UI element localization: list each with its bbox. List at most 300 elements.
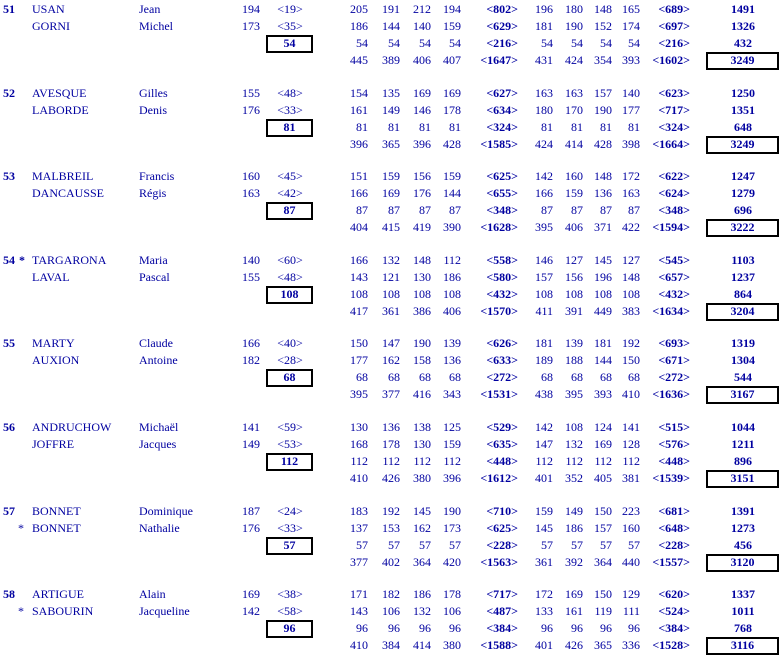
player-surname: GORNI (32, 19, 70, 33)
team-game-sum: 414 (565, 136, 583, 151)
series2-subtotal: <717> (658, 102, 690, 117)
player-firstname: Francis (139, 169, 175, 184)
game-score: 166 (350, 186, 368, 201)
handicap-game: 57 (388, 537, 400, 552)
series1-subtotal: <633> (486, 353, 518, 368)
game-score: 130 (350, 420, 368, 434)
game-score: 125 (443, 420, 461, 434)
game-score: 136 (443, 353, 461, 368)
handicap-game: 108 (622, 286, 640, 301)
game-score: 136 (382, 420, 400, 434)
game-score: 163 (622, 186, 640, 201)
game-score: 140 (413, 19, 431, 33)
team-grand-total-box: 3249 (706, 52, 779, 70)
team-game-sum: 406 (443, 303, 461, 318)
handicap-series1: <228> (486, 537, 518, 552)
team-game-sum: 416 (413, 387, 431, 402)
series2-subtotal: <620> (658, 587, 690, 602)
player-index: 163 (242, 186, 260, 201)
team-game-sum: 417 (350, 303, 368, 318)
handicap-game: 57 (419, 537, 431, 552)
game-score: 144 (594, 353, 612, 368)
game-score: 169 (413, 85, 431, 100)
player-handicap: <24> (277, 503, 303, 518)
team-game-sum: 414 (413, 638, 431, 653)
team-game-sum: 377 (350, 554, 368, 569)
team-handicap-box: 68 (266, 369, 313, 387)
team-handicap-box: 54 (266, 35, 313, 53)
team-game-sum: 415 (382, 220, 400, 235)
player-index: 155 (242, 269, 260, 284)
team-game-sum: 410 (350, 471, 368, 485)
game-score: 178 (382, 437, 400, 451)
series2-subtotal: <515> (658, 420, 690, 434)
team-game-sum: 424 (565, 53, 583, 67)
game-score: 157 (535, 269, 553, 284)
game-score: 135 (382, 85, 400, 100)
game-score: 132 (413, 604, 431, 619)
player-handicap: <58> (277, 604, 303, 619)
handicap-series2: <272> (658, 370, 690, 385)
team-game-sum: 406 (565, 220, 583, 235)
handicap-game: 54 (356, 36, 368, 50)
team-game-sum: 402 (382, 554, 400, 569)
handicap-game: 112 (622, 454, 640, 468)
handicap-game: 81 (449, 119, 461, 134)
handicap-game: 112 (443, 454, 461, 468)
game-score: 173 (443, 520, 461, 535)
game-score: 137 (350, 520, 368, 535)
team-rank: 51 (3, 2, 15, 16)
handicap-game: 81 (600, 119, 612, 134)
player-firstname: Jean (139, 2, 161, 16)
player-total: 1491 (731, 2, 755, 16)
team-game-sum: 420 (443, 554, 461, 569)
handicap-game: 108 (443, 286, 461, 301)
team-game-sum: 377 (382, 387, 400, 402)
handicap-game: 68 (600, 370, 612, 385)
player-handicap: <28> (277, 353, 303, 368)
game-score: 190 (565, 19, 583, 33)
player-surname: AVESQUE (32, 85, 87, 100)
handicap-game: 57 (628, 537, 640, 552)
game-score: 181 (535, 19, 553, 33)
handicap-series2: <228> (658, 537, 690, 552)
handicap-series1: <432> (486, 286, 518, 301)
handicap-total: 768 (734, 621, 752, 636)
game-score: 176 (413, 186, 431, 201)
player-firstname: Pascal (139, 269, 170, 284)
team-game-sum: 406 (413, 53, 431, 67)
game-score: 177 (622, 102, 640, 117)
handicap-game: 54 (571, 36, 583, 50)
player-handicap: <53> (277, 437, 303, 451)
game-score: 169 (443, 85, 461, 100)
team-series1-sum: <1612> (480, 471, 518, 485)
game-score: 186 (350, 19, 368, 33)
player-firstname: Nathalie (139, 520, 180, 535)
series1-subtotal: <529> (486, 420, 518, 434)
player-star: * (18, 520, 24, 535)
player-handicap: <42> (277, 186, 303, 201)
player-surname: BONNET (32, 503, 81, 518)
handicap-game: 54 (449, 36, 461, 50)
team-game-sum: 380 (413, 471, 431, 485)
game-score: 192 (382, 503, 400, 518)
team-series1-sum: <1570> (480, 303, 518, 318)
series2-subtotal: <524> (658, 604, 690, 619)
handicap-game: 68 (388, 370, 400, 385)
team-series2-sum: <1528> (652, 638, 690, 653)
series2-subtotal: <681> (658, 503, 690, 518)
game-score: 147 (535, 437, 553, 451)
team-rank: 58 (3, 587, 15, 602)
player-total: 1103 (731, 252, 755, 267)
team-game-sum: 352 (565, 471, 583, 485)
series1-subtotal: <626> (486, 336, 518, 351)
team-game-sum: 336 (622, 638, 640, 653)
player-handicap: <33> (277, 102, 303, 117)
game-score: 145 (594, 252, 612, 267)
team-series1-sum: <1588> (480, 638, 518, 653)
player-firstname: Claude (139, 336, 173, 351)
team-grand-total-box: 3167 (706, 386, 779, 404)
handicap-game: 87 (541, 203, 553, 218)
game-score: 136 (594, 186, 612, 201)
handicap-game: 57 (356, 537, 368, 552)
game-score: 145 (413, 503, 431, 518)
game-score: 169 (594, 437, 612, 451)
game-score: 159 (443, 437, 461, 451)
team-game-sum: 364 (413, 554, 431, 569)
series1-subtotal: <634> (486, 102, 518, 117)
series1-subtotal: <625> (486, 169, 518, 184)
series1-subtotal: <625> (486, 520, 518, 535)
handicap-game: 54 (628, 36, 640, 50)
team-grand-total-box: 3151 (706, 470, 779, 488)
team-game-sum: 438 (535, 387, 553, 402)
game-score: 149 (565, 503, 583, 518)
team-game-sum: 389 (382, 53, 400, 67)
game-score: 160 (622, 520, 640, 535)
team-game-sum: 383 (622, 303, 640, 318)
team-rank: 54 (3, 252, 15, 267)
team-handicap-box: 96 (266, 620, 313, 638)
handicap-game: 81 (571, 119, 583, 134)
game-score: 178 (443, 102, 461, 117)
game-score: 148 (594, 2, 612, 16)
game-score: 139 (443, 336, 461, 351)
player-total: 1211 (731, 437, 755, 451)
handicap-game: 87 (600, 203, 612, 218)
player-index: 182 (242, 353, 260, 368)
handicap-series1: <216> (486, 36, 518, 50)
player-handicap: <48> (277, 85, 303, 100)
player-handicap: <38> (277, 587, 303, 602)
team-game-sum: 392 (565, 554, 583, 569)
team-game-sum: 410 (622, 387, 640, 402)
game-score: 133 (535, 604, 553, 619)
game-score: 182 (382, 587, 400, 602)
player-surname: DANCAUSSE (32, 186, 105, 201)
handicap-game: 68 (541, 370, 553, 385)
game-score: 194 (443, 2, 461, 16)
player-total: 1351 (731, 102, 755, 117)
game-score: 139 (565, 336, 583, 351)
handicap-series2: <348> (658, 203, 690, 218)
game-score: 212 (413, 2, 431, 16)
player-index: 142 (242, 604, 260, 619)
game-score: 140 (622, 85, 640, 100)
handicap-series2: <384> (658, 621, 690, 636)
handicap-game: 81 (356, 119, 368, 134)
team-game-sum: 440 (622, 554, 640, 569)
game-score: 223 (622, 503, 640, 518)
player-handicap: <40> (277, 336, 303, 351)
game-score: 160 (565, 169, 583, 184)
game-score: 111 (622, 604, 640, 619)
series1-subtotal: <655> (486, 186, 518, 201)
game-score: 129 (622, 587, 640, 602)
game-score: 161 (565, 604, 583, 619)
team-marker: * (19, 252, 25, 267)
game-score: 150 (622, 353, 640, 368)
team-handicap-box: 108 (266, 286, 313, 304)
game-score: 141 (622, 420, 640, 434)
handicap-game: 68 (356, 370, 368, 385)
player-index: 140 (242, 252, 260, 267)
game-score: 180 (565, 2, 583, 16)
game-score: 143 (350, 269, 368, 284)
player-index: 141 (242, 420, 260, 434)
team-game-sum: 449 (594, 303, 612, 318)
game-score: 130 (413, 437, 431, 451)
handicap-total: 896 (734, 454, 752, 468)
game-score: 159 (535, 503, 553, 518)
game-score: 149 (382, 102, 400, 117)
team-series1-sum: <1585> (480, 136, 518, 151)
player-handicap: <45> (277, 169, 303, 184)
game-score: 162 (413, 520, 431, 535)
game-score: 157 (594, 520, 612, 535)
handicap-total: 648 (734, 119, 752, 134)
game-score: 181 (535, 336, 553, 351)
player-surname: SABOURIN (32, 604, 94, 619)
game-score: 159 (443, 19, 461, 33)
team-series2-sum: <1602> (652, 53, 690, 67)
handicap-series2: <432> (658, 286, 690, 301)
player-firstname: Jacques (139, 437, 177, 451)
team-series1-sum: <1531> (480, 387, 518, 402)
team-rank: 53 (3, 169, 15, 184)
game-score: 166 (350, 252, 368, 267)
series2-subtotal: <623> (658, 85, 690, 100)
series2-subtotal: <671> (658, 353, 690, 368)
player-total: 1237 (731, 269, 755, 284)
team-game-sum: 381 (622, 471, 640, 485)
handicap-game: 87 (419, 203, 431, 218)
game-score: 142 (535, 420, 553, 434)
team-series1-sum: <1628> (480, 220, 518, 235)
game-score: 148 (413, 252, 431, 267)
game-score: 181 (594, 336, 612, 351)
team-game-sum: 393 (622, 53, 640, 67)
player-star: * (18, 604, 24, 619)
handicap-game: 68 (571, 370, 583, 385)
handicap-game: 87 (628, 203, 640, 218)
player-index: 160 (242, 169, 260, 184)
player-index: 176 (242, 520, 260, 535)
player-total: 1044 (731, 420, 755, 434)
game-score: 196 (594, 269, 612, 284)
series2-subtotal: <622> (658, 169, 690, 184)
team-rank: 52 (3, 85, 15, 100)
game-score: 152 (594, 19, 612, 33)
game-score: 172 (622, 169, 640, 184)
team-game-sum: 428 (443, 136, 461, 151)
handicap-game: 54 (600, 36, 612, 50)
series2-subtotal: <576> (658, 437, 690, 451)
team-game-sum: 371 (594, 220, 612, 235)
game-score: 169 (565, 587, 583, 602)
game-score: 205 (350, 2, 368, 16)
game-score: 130 (413, 269, 431, 284)
series1-subtotal: <629> (486, 19, 518, 33)
game-score: 124 (594, 420, 612, 434)
handicap-game: 57 (571, 537, 583, 552)
game-score: 132 (565, 437, 583, 451)
player-firstname: Denis (139, 102, 167, 117)
handicap-game: 68 (628, 370, 640, 385)
team-game-sum: 396 (350, 136, 368, 151)
team-game-sum: 354 (594, 53, 612, 67)
game-score: 196 (535, 2, 553, 16)
handicap-game: 96 (628, 621, 640, 636)
player-firstname: Maria (139, 252, 168, 267)
game-score: 166 (535, 186, 553, 201)
handicap-game: 68 (449, 370, 461, 385)
team-game-sum: 398 (622, 136, 640, 151)
handicap-series2: <324> (658, 119, 690, 134)
team-game-sum: 401 (535, 471, 553, 485)
player-surname: ARTIGUE (32, 587, 84, 602)
handicap-total: 432 (734, 36, 752, 50)
handicap-game: 54 (541, 36, 553, 50)
series2-subtotal: <697> (658, 19, 690, 33)
series1-subtotal: <635> (486, 437, 518, 451)
handicap-game: 68 (419, 370, 431, 385)
team-rank: 56 (3, 420, 15, 434)
handicap-game: 57 (541, 537, 553, 552)
team-grand-total-box: 3120 (706, 554, 779, 572)
team-series2-sum: <1557> (652, 554, 690, 569)
player-handicap: <48> (277, 269, 303, 284)
team-game-sum: 419 (413, 220, 431, 235)
handicap-game: 87 (356, 203, 368, 218)
game-score: 156 (413, 169, 431, 184)
player-firstname: Jacqueline (139, 604, 190, 619)
team-series2-sum: <1539> (652, 471, 690, 485)
player-index: 166 (242, 336, 260, 351)
handicap-game: 54 (388, 36, 400, 50)
handicap-game: 96 (449, 621, 461, 636)
game-score: 127 (622, 252, 640, 267)
game-score: 159 (382, 169, 400, 184)
team-handicap-box: 57 (266, 537, 313, 555)
player-surname: LABORDE (32, 102, 89, 117)
game-score: 150 (594, 503, 612, 518)
team-grand-total-box: 3249 (706, 136, 779, 154)
handicap-game: 87 (388, 203, 400, 218)
team-game-sum: 431 (535, 53, 553, 67)
player-total: 1279 (731, 186, 755, 201)
player-total: 1391 (731, 503, 755, 518)
handicap-game: 108 (565, 286, 583, 301)
handicap-game: 96 (388, 621, 400, 636)
series2-subtotal: <657> (658, 269, 690, 284)
team-series2-sum: <1636> (652, 387, 690, 402)
team-handicap-box: 112 (266, 453, 313, 471)
team-game-sum: 384 (382, 638, 400, 653)
series1-subtotal: <717> (486, 587, 518, 602)
player-total: 1247 (731, 169, 755, 184)
player-firstname: Alain (139, 587, 166, 602)
series2-subtotal: <624> (658, 186, 690, 201)
team-series2-sum: <1634> (652, 303, 690, 318)
player-total: 1273 (731, 520, 755, 535)
player-total: 1337 (731, 587, 755, 602)
player-handicap: <19> (277, 2, 303, 16)
game-score: 170 (565, 102, 583, 117)
team-grand-total-box: 3222 (706, 219, 779, 237)
game-score: 169 (382, 186, 400, 201)
player-firstname: Michel (139, 19, 173, 33)
player-surname: MALBREIL (32, 169, 94, 184)
game-score: 163 (565, 85, 583, 100)
player-firstname: Dominique (139, 503, 193, 518)
game-score: 145 (535, 520, 553, 535)
game-score: 148 (622, 269, 640, 284)
game-score: 138 (413, 420, 431, 434)
team-game-sum: 428 (594, 136, 612, 151)
game-score: 108 (565, 420, 583, 434)
team-game-sum: 386 (413, 303, 431, 318)
handicap-game: 108 (535, 286, 553, 301)
series1-subtotal: <487> (486, 604, 518, 619)
handicap-game: 54 (419, 36, 431, 50)
team-game-sum: 396 (413, 136, 431, 151)
player-surname: USAN (32, 2, 65, 16)
game-score: 191 (382, 2, 400, 16)
handicap-series2: <448> (658, 454, 690, 468)
team-game-sum: 404 (350, 220, 368, 235)
player-firstname: Régis (139, 186, 167, 201)
game-score: 106 (382, 604, 400, 619)
game-score: 161 (350, 102, 368, 117)
handicap-game: 81 (628, 119, 640, 134)
series2-subtotal: <693> (658, 336, 690, 351)
team-grand-total-box: 3116 (706, 637, 779, 655)
player-total: 1011 (731, 604, 755, 619)
team-game-sum: 396 (443, 471, 461, 485)
player-surname: TARGARONA (32, 252, 107, 267)
game-score: 186 (565, 520, 583, 535)
player-index: 176 (242, 102, 260, 117)
game-score: 189 (535, 353, 553, 368)
series1-subtotal: <580> (486, 269, 518, 284)
handicap-game: 81 (541, 119, 553, 134)
handicap-game: 87 (449, 203, 461, 218)
